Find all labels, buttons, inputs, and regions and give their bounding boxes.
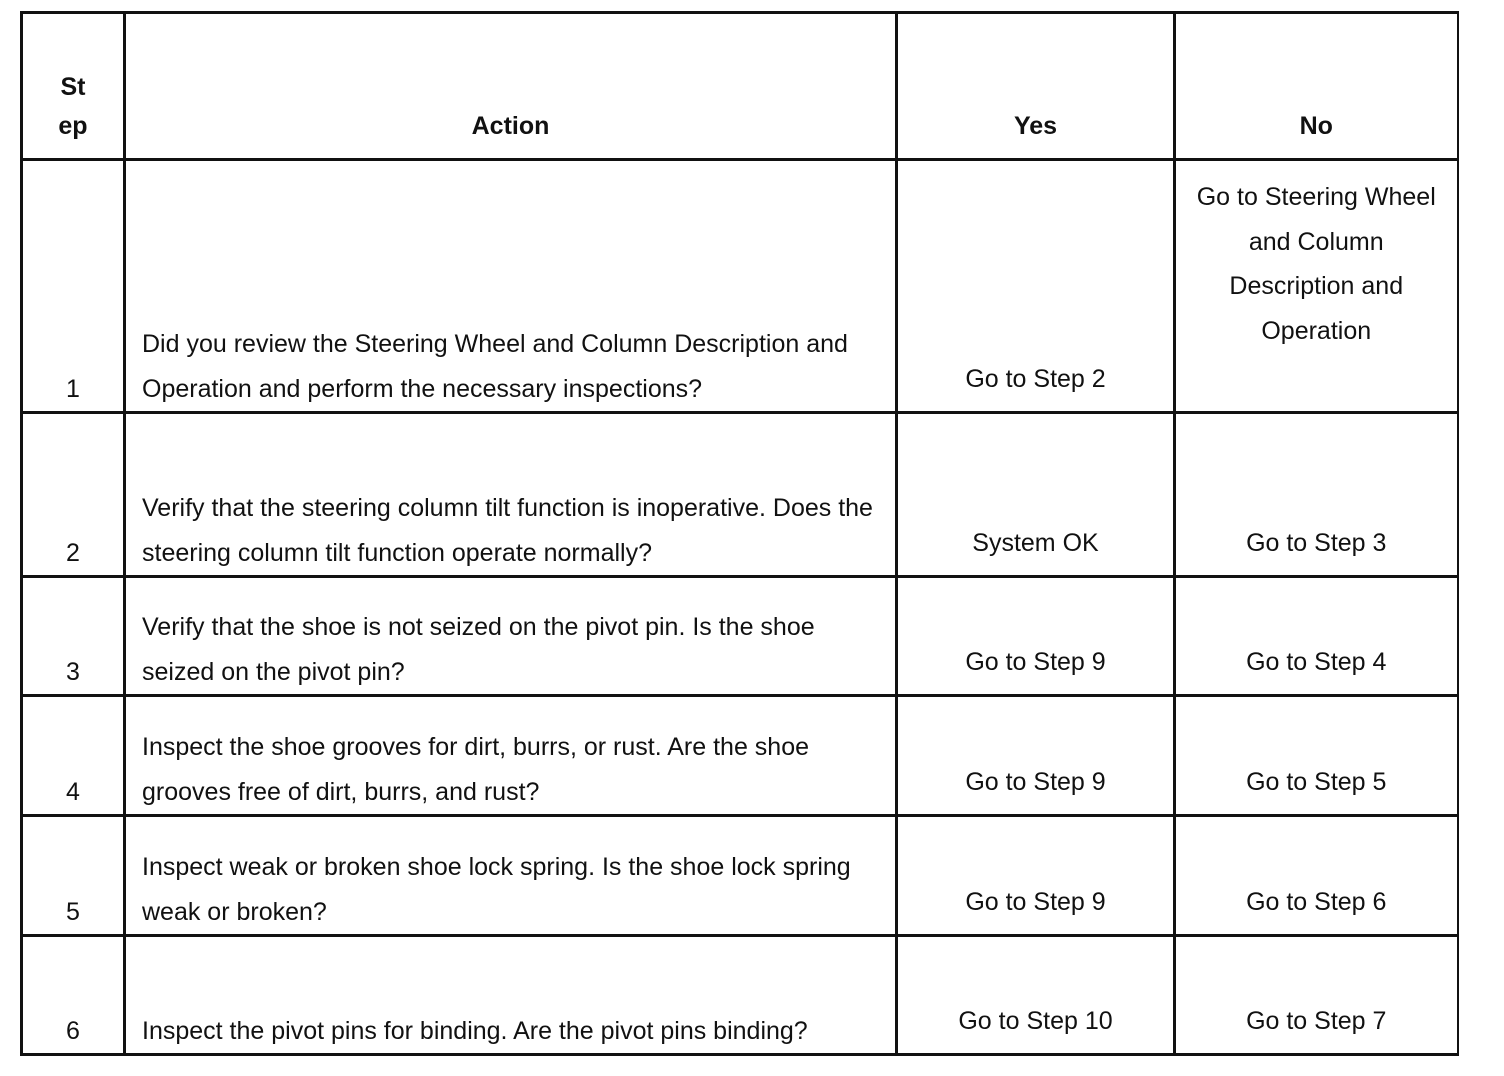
diagnostic-table [20,11,1459,1056]
action-text: Verify that the steering column tilt function is inoperative. Does the steering column tilt function operate normally? [125,413,897,577]
yes-result: Go to Step 10 [897,936,1175,1055]
step-number: 6 [22,936,125,1055]
header-row [22,13,1458,160]
action-text: Inspect the shoe grooves for dirt, burrs, or rust. Are the shoe grooves free of dirt, burrs, and rust? [125,696,897,816]
table-row [22,577,1458,696]
step-number: 5 [22,816,125,936]
yes-result: Go to Step 9 [897,577,1175,696]
yes-result: Go to Step 9 [897,816,1175,936]
step-number: 3 [22,577,125,696]
action-text: Inspect the pivot pins for binding. Are the pivot pins binding? [125,936,897,1055]
header-no: No [1175,13,1458,160]
header-action: Action [125,13,897,160]
yes-result: Go to Step 2 [897,160,1175,413]
header-yes: Yes [897,13,1175,160]
no-result: Go to Steering Wheel and Column Description and Operation [1175,160,1458,413]
table-row [22,936,1458,1055]
table-row [22,413,1458,577]
yes-result: System OK [897,413,1175,577]
no-result: Go to Step 3 [1175,413,1458,577]
no-result: Go to Step 5 [1175,696,1458,816]
action-text: Inspect weak or broken shoe lock spring. Is the shoe lock spring weak or broken? [125,816,897,936]
table-row [22,696,1458,816]
step-number: 2 [22,413,125,577]
header-step-label: St ep [58,73,88,140]
no-result: Go to Step 4 [1175,577,1458,696]
table-row [22,160,1458,413]
no-result: Go to Step 6 [1175,816,1458,936]
no-result: Go to Step 7 [1175,936,1458,1055]
action-text: Did you review the Steering Wheel and Column Description and Operation and perform the necessary inspections? [125,160,897,413]
table-row [22,816,1458,936]
action-text: Verify that the shoe is not seized on the pivot pin. Is the shoe seized on the pivot pin? [125,577,897,696]
step-number: 1 [22,160,125,413]
step-number: 4 [22,696,125,816]
yes-result: Go to Step 9 [897,696,1175,816]
header-step [22,13,125,160]
